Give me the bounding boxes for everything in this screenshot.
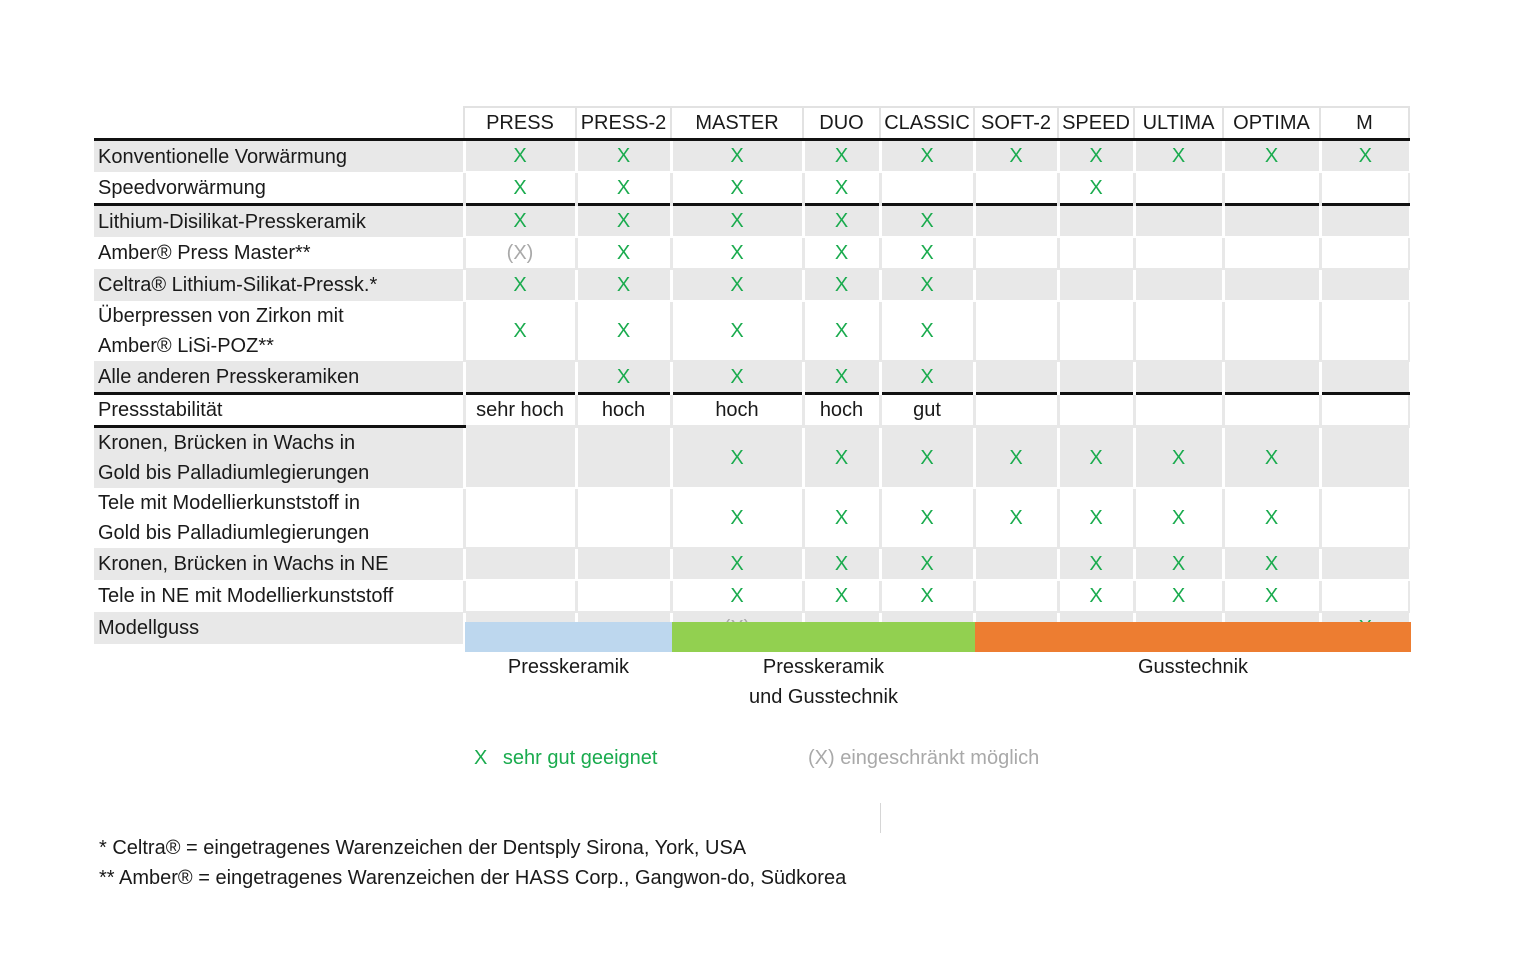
table-cell	[974, 140, 1058, 173]
table-cell	[1320, 140, 1409, 173]
table-cell	[880, 237, 974, 269]
table-cell	[1134, 361, 1223, 394]
table-cell	[576, 205, 671, 238]
mark-suitable: X	[1171, 553, 1186, 575]
mark-suitable: X	[1264, 585, 1279, 607]
category-label-line: Presskeramik	[762, 656, 885, 678]
mark-suitable: X	[616, 274, 631, 296]
table-cell	[974, 548, 1058, 580]
mark-suitable: X	[920, 242, 934, 264]
footnote-celtra: * Celtra® = eingetragenes Warenzeichen der Dentsply Sirona, York, USA	[99, 837, 747, 859]
table-cell	[1320, 394, 1409, 427]
table-cell	[464, 205, 576, 238]
row-label-line: Amber® LiSi-POZ**	[98, 335, 274, 357]
divider-line	[880, 803, 881, 833]
column-header: ULTIMA	[1134, 107, 1223, 140]
table-cell	[576, 580, 671, 612]
row-label	[94, 205, 464, 238]
table-cell	[1134, 205, 1223, 238]
row-label	[94, 394, 464, 427]
table-cell	[880, 488, 974, 548]
column-header: SOFT-2	[974, 107, 1058, 140]
mark-suitable: X	[834, 366, 849, 388]
row-label-line: Modellguss	[98, 617, 200, 639]
table-cell	[803, 269, 880, 301]
table-body	[94, 140, 1409, 645]
table-cell	[1320, 361, 1409, 394]
table-row	[94, 488, 1409, 548]
mark-suitable: X	[834, 274, 849, 296]
table-cell	[1134, 269, 1223, 301]
mark-suitable: X	[513, 210, 527, 232]
row-label-line: Alle anderen Presskeramiken	[98, 365, 360, 388]
table-cell	[1223, 548, 1320, 580]
mark-suitable: X	[834, 145, 849, 167]
table-cell	[464, 488, 576, 548]
row-label-line: Lithium-Disilikat-Presskeramik	[98, 210, 366, 233]
table-cell	[974, 269, 1058, 301]
row-label-line: Amber® Press Master**	[98, 242, 311, 264]
table-cell	[1320, 580, 1409, 612]
table-row	[94, 394, 1409, 427]
table-row	[94, 361, 1409, 394]
table-cell	[1320, 237, 1409, 269]
table-cell	[671, 488, 803, 548]
header-corner	[94, 107, 464, 140]
table-cell	[671, 580, 803, 612]
category-label-presskeramik-gusstechnik	[672, 652, 975, 712]
row-label-line: Tele mit Modellierkunststoff in	[98, 492, 360, 514]
legend-limited	[808, 743, 1039, 773]
mark-suitable: X	[834, 446, 849, 469]
column-header: DUO	[803, 107, 880, 140]
table-row	[94, 172, 1409, 205]
table-cell	[974, 394, 1058, 427]
table-cell	[803, 301, 880, 361]
mark-suitable: X	[834, 177, 849, 199]
table-cell	[803, 488, 880, 548]
table-cell	[1320, 488, 1409, 548]
table-cell	[803, 172, 880, 205]
mark-suitable: X	[920, 507, 934, 529]
row-label	[94, 488, 464, 548]
category-label-gusstechnik	[975, 652, 1411, 682]
legend-full-text: sehr gut geeignet	[502, 747, 658, 769]
table-cell	[974, 488, 1058, 548]
table-cell	[1058, 394, 1134, 427]
table-cell	[880, 548, 974, 580]
table-cell	[880, 140, 974, 173]
column-header: OPTIMA	[1223, 107, 1320, 140]
table-cell	[1320, 548, 1409, 580]
table-cell	[464, 427, 576, 489]
table-cell	[464, 548, 576, 580]
category-bar-presskeramik	[465, 622, 672, 652]
table-row	[94, 237, 1409, 269]
table-cell	[1058, 361, 1134, 394]
mark-suitable: X	[1171, 145, 1186, 167]
category-bar-presskeramik-gusstechnik	[672, 622, 975, 652]
table-cell	[1134, 301, 1223, 361]
mark-suitable: X	[730, 366, 744, 388]
category-label-presskeramik	[465, 652, 672, 682]
table-cell	[1223, 269, 1320, 301]
row-label-line: Celtra® Lithium-Silikat-Pressk.*	[98, 274, 378, 296]
table-cell	[464, 361, 576, 394]
category-label-line: Presskeramik	[507, 656, 630, 678]
mark-suitable: X	[513, 320, 527, 342]
table-cell	[803, 548, 880, 580]
table-cell	[1134, 172, 1223, 205]
row-label-line: Konventionelle Vorwärmung	[98, 145, 348, 168]
table-cell	[1320, 301, 1409, 361]
table-cell	[803, 237, 880, 269]
row-label-line: Überpressen von Zirkon mit	[98, 305, 344, 327]
mark-suitable: X	[616, 177, 631, 199]
table-row	[94, 140, 1409, 173]
row-label	[94, 427, 464, 489]
mark-suitable: X	[834, 320, 849, 342]
table-cell	[1058, 580, 1134, 612]
table-cell	[803, 140, 880, 173]
mark-suitable: X	[920, 210, 934, 232]
table-cell	[671, 205, 803, 238]
mark-suitable: X	[1009, 507, 1023, 529]
table-cell	[1223, 361, 1320, 394]
table-cell	[974, 301, 1058, 361]
table-cell	[671, 237, 803, 269]
legend-full-mark: X	[474, 747, 488, 769]
mark-suitable: X	[730, 507, 744, 529]
footnote-amber: ** Amber® = eingetragenes Warenzeichen der HASS Corp., Gangwon-do, Südkorea	[99, 867, 847, 889]
table-cell	[464, 580, 576, 612]
mark-suitable: X	[730, 274, 744, 296]
mark-limited: (X)	[506, 242, 534, 264]
mark-suitable: X	[1358, 145, 1372, 167]
table-cell	[464, 140, 576, 173]
table-row	[94, 548, 1409, 580]
row-label-line: Kronen, Brücken in Wachs in	[98, 432, 356, 454]
table-row	[94, 301, 1409, 361]
column-header: SPEED	[1058, 107, 1134, 140]
row-label	[94, 140, 464, 173]
table-cell	[1320, 205, 1409, 238]
row-label	[94, 269, 464, 301]
mark-suitable: X	[1089, 553, 1103, 575]
mark-suitable: X	[730, 585, 744, 607]
table-cell	[1058, 237, 1134, 269]
table-row	[94, 580, 1409, 612]
mark-suitable: X	[1264, 553, 1279, 575]
mark-suitable: X	[1264, 507, 1279, 529]
row-label	[94, 301, 464, 361]
mark-suitable: X	[1089, 145, 1103, 167]
row-label	[94, 548, 464, 580]
table-cell	[880, 361, 974, 394]
column-header: PRESS	[464, 107, 576, 140]
table-cell	[880, 427, 974, 489]
row-label	[94, 580, 464, 612]
table-cell	[974, 237, 1058, 269]
table-cell	[974, 205, 1058, 238]
header-row	[94, 107, 1409, 140]
mark-suitable: X	[1009, 145, 1023, 167]
table-cell	[1223, 394, 1320, 427]
row-label	[94, 361, 464, 394]
mark-suitable: X	[1171, 585, 1186, 607]
table-cell	[974, 427, 1058, 489]
table-cell	[974, 361, 1058, 394]
table-cell	[1223, 580, 1320, 612]
legend-full	[474, 743, 657, 773]
table-cell	[576, 301, 671, 361]
table-cell	[671, 361, 803, 394]
stability-value: hoch	[819, 399, 864, 421]
stability-value: hoch	[715, 399, 759, 421]
mark-suitable: X	[1089, 446, 1103, 469]
table-cell	[880, 269, 974, 301]
mark-suitable: X	[730, 320, 744, 342]
stability-value: sehr hoch	[476, 399, 564, 421]
mark-suitable: X	[1171, 446, 1186, 469]
mark-suitable: X	[616, 210, 631, 232]
table-cell	[464, 394, 576, 427]
table-cell	[576, 361, 671, 394]
mark-suitable: X	[730, 210, 744, 232]
row-label-line: Gold bis Palladiumlegierungen	[98, 522, 370, 544]
row-label-line: Tele in NE mit Modellierkunststoff	[98, 585, 394, 607]
table-cell	[1058, 205, 1134, 238]
table-cell	[880, 205, 974, 238]
mark-suitable: X	[1264, 446, 1279, 469]
stability-value: hoch	[601, 399, 646, 421]
mark-suitable: X	[616, 145, 631, 167]
table-cell	[671, 394, 803, 427]
table-cell	[1223, 427, 1320, 489]
table-cell	[803, 580, 880, 612]
mark-suitable: X	[834, 585, 849, 607]
table-cell	[464, 237, 576, 269]
mark-suitable: X	[834, 210, 849, 232]
mark-suitable: X	[1089, 507, 1103, 529]
mark-suitable: X	[1009, 446, 1023, 469]
mark-suitable: X	[920, 446, 934, 469]
mark-suitable: X	[1264, 145, 1279, 167]
table-cell	[576, 548, 671, 580]
table-cell	[1223, 237, 1320, 269]
table-cell	[1320, 172, 1409, 205]
table-cell	[1223, 301, 1320, 361]
stability-value: gut	[913, 399, 941, 421]
column-header: M	[1320, 107, 1409, 140]
category-bar-gusstechnik	[975, 622, 1411, 652]
mark-suitable: X	[513, 177, 527, 199]
mark-suitable: X	[1089, 177, 1103, 199]
row-label-line: Kronen, Brücken in Wachs in NE	[98, 553, 389, 575]
table-cell	[974, 172, 1058, 205]
table-cell	[1223, 488, 1320, 548]
table-row	[94, 269, 1409, 301]
table-cell	[464, 172, 576, 205]
table-cell	[576, 269, 671, 301]
table-cell	[1134, 548, 1223, 580]
table-cell	[671, 172, 803, 205]
mark-suitable: X	[920, 274, 934, 296]
row-label	[94, 172, 464, 205]
mark-suitable: X	[920, 145, 934, 167]
mark-suitable: X	[513, 145, 527, 167]
table-cell	[803, 361, 880, 394]
mark-suitable: X	[920, 366, 934, 388]
table-cell	[803, 427, 880, 489]
table-cell	[1134, 140, 1223, 173]
mark-suitable: X	[920, 585, 934, 607]
table-cell	[803, 205, 880, 238]
table-cell	[464, 301, 576, 361]
table-cell	[671, 140, 803, 173]
column-header: CLASSIC	[880, 107, 974, 140]
mark-suitable: X	[730, 145, 744, 167]
table-cell	[1058, 301, 1134, 361]
row-label	[94, 237, 464, 269]
mark-suitable: X	[834, 553, 849, 575]
table-cell	[576, 237, 671, 269]
category-label-line: und Gusstechnik	[749, 686, 898, 708]
row-label	[94, 612, 464, 644]
mark-suitable: X	[616, 366, 631, 388]
table-cell	[1058, 427, 1134, 489]
table-cell	[1320, 269, 1409, 301]
category-label-line: Gusstechnik	[1137, 656, 1249, 678]
table-cell	[880, 301, 974, 361]
table-cell	[1134, 580, 1223, 612]
table-cell	[1134, 488, 1223, 548]
mark-suitable: X	[730, 446, 744, 469]
mark-suitable: X	[920, 320, 934, 342]
table-cell	[880, 172, 974, 205]
table-row	[94, 427, 1409, 489]
table-cell	[576, 172, 671, 205]
mark-suitable: X	[834, 507, 849, 529]
table-cell	[576, 427, 671, 489]
row-label-line: Speedvorwärmung	[98, 176, 266, 199]
table-cell	[671, 269, 803, 301]
table-cell	[880, 394, 974, 427]
mark-suitable: X	[513, 274, 527, 296]
table-cell	[464, 269, 576, 301]
column-header: MASTER	[671, 107, 803, 140]
table-cell	[1058, 269, 1134, 301]
table-cell	[671, 548, 803, 580]
table-cell	[576, 488, 671, 548]
mark-suitable: X	[616, 242, 631, 264]
mark-suitable: X	[730, 242, 744, 264]
row-label-line: Gold bis Palladiumlegierungen	[98, 462, 370, 484]
table-cell	[1223, 205, 1320, 238]
table-cell	[1058, 548, 1134, 580]
table-cell	[1058, 488, 1134, 548]
table-cell	[1320, 427, 1409, 489]
row-label-line: Pressstabilität	[98, 399, 223, 421]
mark-suitable: X	[920, 553, 934, 575]
compatibility-table	[94, 106, 1410, 645]
table-cell	[576, 140, 671, 173]
table-cell	[1134, 427, 1223, 489]
table-cell	[1134, 394, 1223, 427]
column-header: PRESS-2	[576, 107, 671, 140]
legend-limited-text: (X) eingeschränkt möglich	[808, 747, 1040, 769]
table-cell	[576, 394, 671, 427]
table-cell	[803, 394, 880, 427]
table-cell	[1058, 172, 1134, 205]
table-cell	[671, 427, 803, 489]
table-cell	[671, 301, 803, 361]
table-cell	[1223, 172, 1320, 205]
table-cell	[974, 580, 1058, 612]
table-cell	[1058, 140, 1134, 173]
table-row	[94, 205, 1409, 238]
table-cell	[1134, 237, 1223, 269]
table-cell	[1223, 140, 1320, 173]
table-cell	[880, 580, 974, 612]
mark-suitable: X	[730, 553, 744, 575]
mark-suitable: X	[834, 242, 849, 264]
mark-suitable: X	[616, 320, 631, 342]
mark-suitable: X	[1171, 507, 1186, 529]
mark-suitable: X	[730, 177, 744, 199]
mark-suitable: X	[1089, 585, 1103, 607]
